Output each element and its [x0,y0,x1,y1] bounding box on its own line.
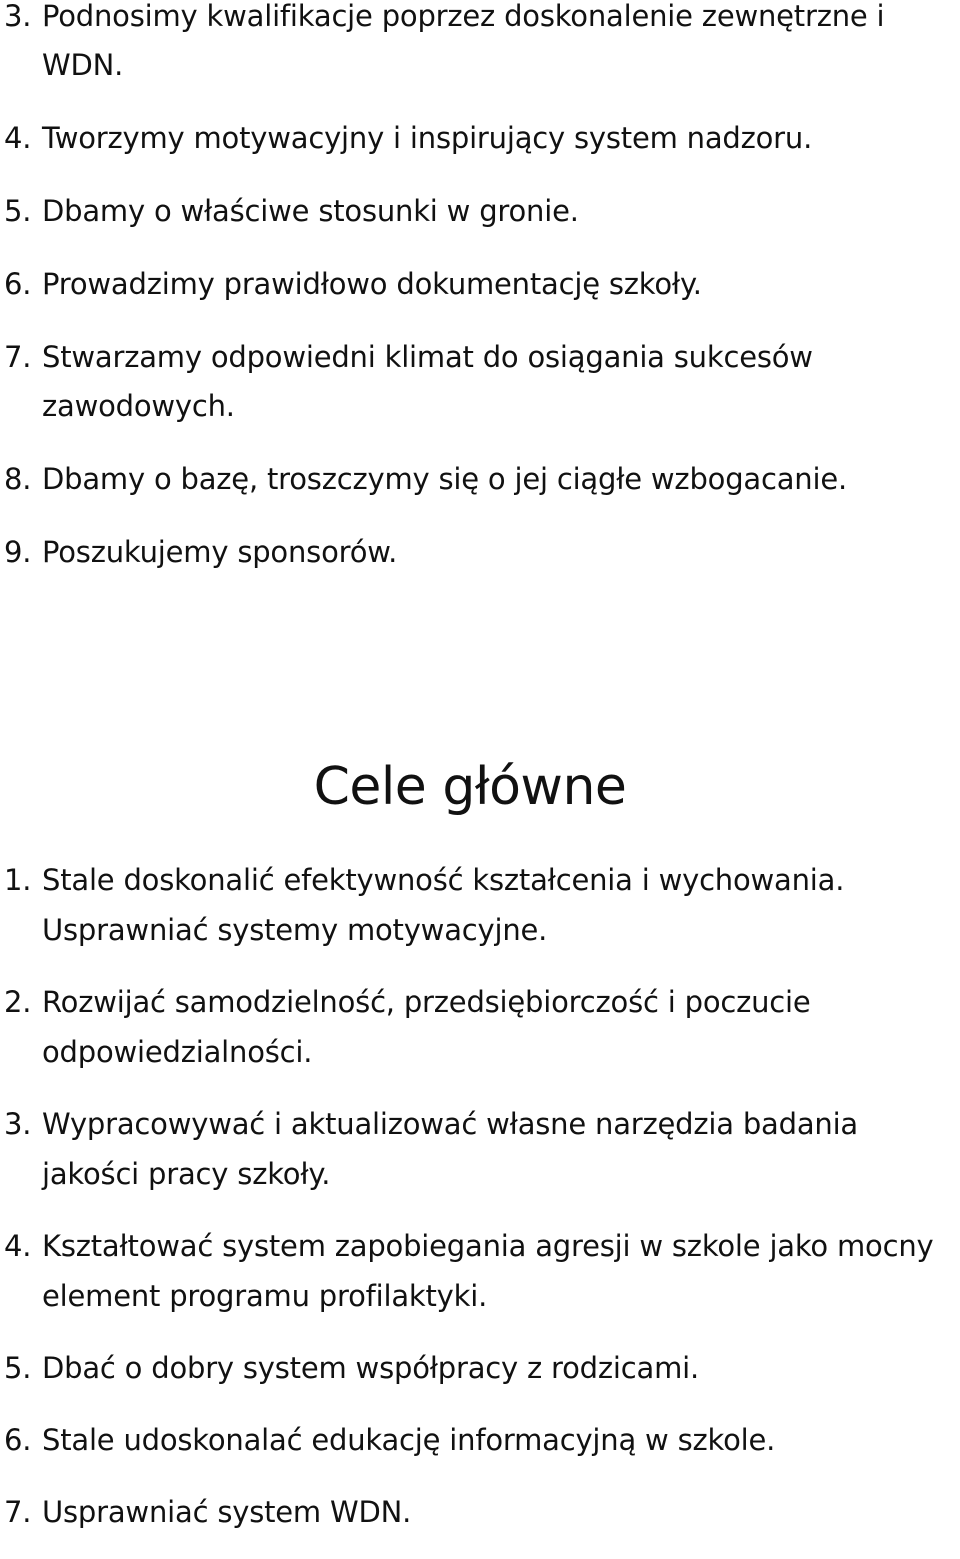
item-number: 4. [4,1229,32,1263]
item-text: Stale udoskonalać edukację informacyjną w szkole. [42,1423,776,1457]
item-number: 7. [4,340,32,374]
item-text: Dbać o dobry system współpracy z rodzicami. [42,1351,699,1385]
item-text: Poszukujemy sponsorów. [42,535,398,569]
item-text: Prowadzimy prawidłowo dokumentację szkoły. [42,267,702,301]
item-number: 1. [4,863,32,897]
list-item [0,1415,960,1465]
item-number: 9. [4,535,32,569]
item-text: Stwarzamy odpowiedni klimat do osiągania sukcesów zawodowych. [42,340,813,423]
list-item [0,1221,960,1321]
list-item [0,260,960,309]
item-text: Kształtować system zapobiegania agresji w szkole jako mocny element programu profilaktyki. [42,1229,934,1313]
item-number: 3. [4,1107,32,1141]
item-number: 7. [4,1495,32,1529]
item-number: 3. [4,0,32,33]
list-item [0,455,960,504]
top-list [0,0,960,601]
item-text: Rozwijać samodzielność, przedsiębiorczość i poczucie odpowiedzialności. [42,985,811,1069]
item-number: 8. [4,462,32,496]
list-item [0,528,960,577]
item-text: Podnosimy kwalifikacje poprzez doskonalenie zewnętrzne i WDN. [42,0,885,82]
item-text: Tworzymy motywacyjny i inspirujący system nadzoru. [42,121,813,155]
section-heading: Cele główne [313,757,627,817]
item-number: 6. [4,1423,32,1457]
list-item [0,1343,960,1393]
item-number: 6. [4,267,32,301]
item-number: 5. [4,194,32,228]
item-number: 2. [4,985,32,1019]
item-number: 4. [4,121,32,155]
list-item [0,1099,960,1199]
list-item [0,977,960,1077]
list-item [0,187,960,236]
list-item [0,855,960,955]
list-item [0,0,960,90]
item-number: 5. [4,1351,32,1385]
item-text: Stale doskonalić efektywność kształcenia i wychowania. Usprawniać systemy motywacyjne. [42,863,845,947]
list-item [0,114,960,163]
list-item [0,333,960,431]
item-text: Wypracowywać i aktualizować własne narzędzia badania jakości pracy szkoły. [42,1107,859,1191]
item-text: Dbamy o bazę, troszczymy się o jej ciągłe wzbogacanie. [42,462,847,496]
item-text: Dbamy o właściwe stosunki w gronie. [42,194,579,228]
goals-list [0,855,960,1559]
item-text: Usprawniać system WDN. [42,1495,412,1529]
list-item [0,1487,960,1537]
